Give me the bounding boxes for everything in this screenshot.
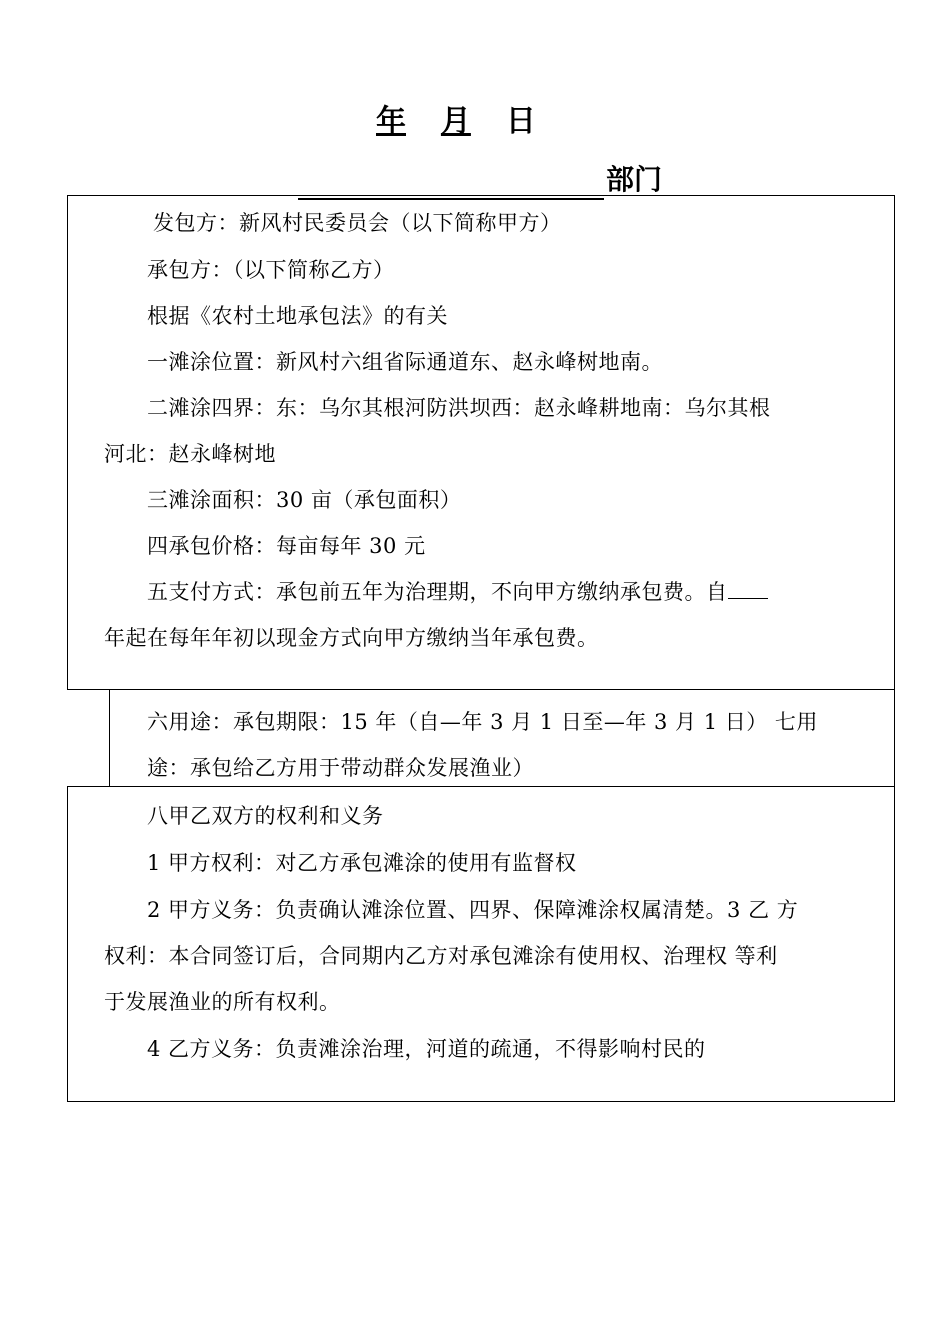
item6-usage: 六用途：承包期限：15 年（自—年 3 月 1 日至—年 3 月 1 日） 七用 — [147, 710, 818, 734]
item8-heading: 八甲乙双方的权利和义务 — [147, 804, 384, 828]
department-label: 部门 — [606, 163, 663, 196]
item3-area: 三滩涂面积：30 亩（承包面积） — [147, 488, 462, 512]
date-day: 日 — [505, 104, 536, 139]
date-line — [376, 102, 536, 142]
party-b-rights-cont: 于发展渔业的所有权利。 — [104, 990, 341, 1014]
item5-payment — [147, 578, 768, 606]
date-month: 月 — [440, 104, 471, 139]
issuer-line: 发包方：新风村民委员会（以下简称甲方） — [153, 211, 562, 235]
date-year: 年 — [376, 104, 406, 139]
department-line — [298, 160, 662, 200]
basis-line: 根据《农村土地承包法》的有关 — [147, 304, 448, 328]
item4-price: 四承包价格：每亩每年 30 元 — [147, 534, 426, 558]
item1-location: 一滩涂位置：新风村六组省际通道东、赵永峰树地南。 — [147, 350, 663, 374]
item2-boundaries: 二滩涂四界：东：乌尔其根河防洪坝西：赵永峰耕地南：乌尔其根 — [147, 396, 771, 420]
contractor-line: 承包方：（以下简称乙方） — [147, 258, 395, 282]
item2-boundaries-cont: 河北：赵永峰树地 — [104, 442, 276, 466]
party-b-duties: 4 乙方义务：负责滩涂治理，河道的疏通，不得影响村民的 — [147, 1037, 706, 1061]
item6-usage-cont: 途：承包给乙方用于带动群众发展渔业） — [147, 756, 534, 780]
party-a-rights: 1 甲方权利：对乙方承包滩涂的使用有监督权 — [147, 851, 577, 875]
party-a-duties: 2 甲方义务：负责确认滩涂位置、四界、保障滩涂权属清楚。3 乙 方 — [147, 898, 799, 922]
item5-payment-text: 五支付方式：承包前五年为治理期，不向甲方缴纳承包费。自 — [147, 580, 728, 604]
year-blank[interactable] — [728, 578, 768, 599]
party-b-rights: 权利：本合同签订后，合同期内乙方对承包滩涂有使用权、治理权 等利 — [104, 944, 778, 968]
item5-payment-cont: 年起在每年年初以现金方式向甲方缴纳当年承包费。 — [104, 626, 599, 650]
